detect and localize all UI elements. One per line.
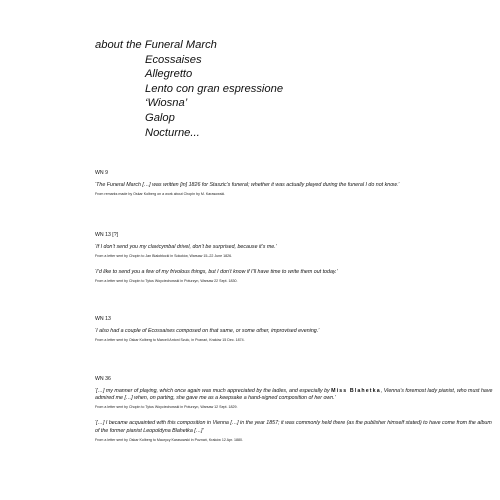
- source-note: From a letter sent by Oskar Kolberg to Marceli Antoni Szulc, in Poznań, Kraków 15 Dec. 1874.: [95, 338, 245, 343]
- quote-text: ‘If I don’t send you my clavicymbal drivel, don’t be surprised, because it’s me.’: [95, 244, 277, 250]
- source-note: From a letter sent by Chopin to Tytus Woyciechowski in Poturzyn, Warsaw 12 Sept. 1829.: [95, 405, 238, 410]
- source-note: From a letter sent by Oskar Kolberg to Maurycy Karasowski in Poznań, Kraków 12 Apr. 1880.: [95, 437, 244, 442]
- heading-item: Ecossaises: [145, 53, 202, 66]
- source-note: From a letter sent by Chopin to Jan Białobłocki in Sokołów, Warsaw 15–22 June 1826.: [95, 254, 233, 259]
- section-wn13: [95, 316, 495, 343]
- quote-text: ‘I also had a couple of Ecossaises composed on that same, or some other, improvised evening.’: [95, 328, 320, 334]
- section-wn9: [95, 170, 495, 197]
- section-label: WN 13 [?]: [95, 232, 119, 238]
- heading-item: Galop: [145, 111, 175, 124]
- heading-title: about the Funeral March: [95, 39, 217, 51]
- heading-item: Allegretto: [145, 68, 193, 81]
- section-label: WN 9: [95, 170, 108, 176]
- quote-text: ‘I’d like to send you a few of my frivolous things, but I don’t know if I’ll have time to write them out today.’: [95, 269, 338, 276]
- section-label: WN 36: [95, 376, 111, 382]
- source-note: From remarks made by Oskar Kolberg on a work about Chopin by M. Karasowski.: [95, 192, 226, 197]
- section-wn36: [95, 376, 495, 443]
- quote-text: ‘[…] I became acquainted with this composition in Vienna […] in the year 1857; it was commonly held there (as the publisher himself stated) to have come from the album of the former pianist Leopoldyna Blahetka […]’: [95, 420, 492, 434]
- section-label: WN 13: [95, 316, 111, 322]
- heading-item: Nocturne...: [145, 126, 200, 139]
- quote-name: Miss Blahetka: [331, 388, 381, 394]
- source-note: From a letter sent by Chopin to Tytus Woyciechowski in Poturzyn, Warsaw 22 Sept. 1830.: [95, 279, 238, 284]
- section-wn13-question: [95, 232, 495, 284]
- quote-part: , Vienna’s foremost lady pianist, who must have admired me […] when, on parting, she gave me as a keepsake a hand-signed composition of her own.’: [95, 388, 493, 402]
- heading-item: Lento con gran espressione: [145, 82, 284, 95]
- quote-text: ‘The Funeral March […] was written [in] 1826 for Staszic’s funeral; whether it was actually played during the funeral I do not know.’: [95, 182, 400, 188]
- quote-part: ‘[…] my manner of playing, which once again was much appreciated by the ladies, and especially by: [95, 388, 332, 394]
- heading-item: ‘Wiosna’: [145, 97, 188, 110]
- quote-text: [95, 388, 495, 402]
- heading-block: [95, 38, 283, 140]
